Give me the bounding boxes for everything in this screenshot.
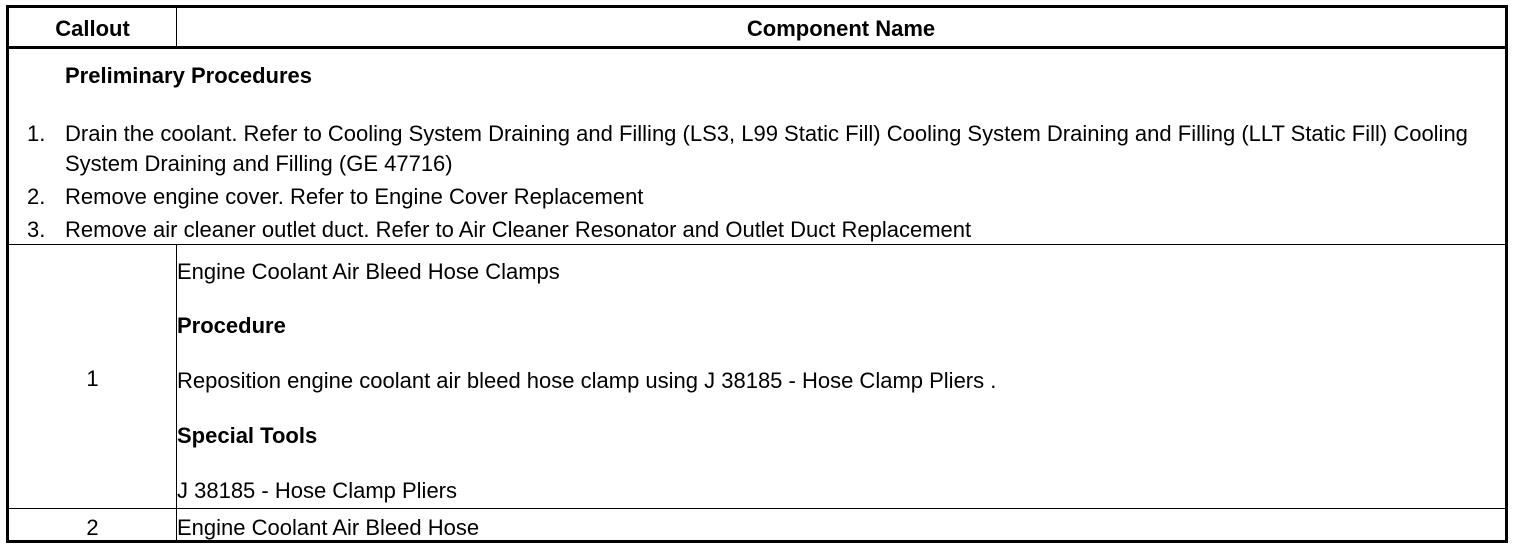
- step-text: Drain the coolant. Refer to Cooling System Draining and Filling (LS3, L99 Static Fill) Cooling System Draining and Filling (LLT Static Fill) Cooling System Draining and Filling (GE 47716): [65, 121, 1468, 176]
- row-1-callout: 1: [86, 366, 99, 391]
- preliminary-procedures-section: [9, 49, 1505, 244]
- preliminary-steps-list: [9, 119, 1475, 248]
- component-name: Engine Coolant Air Bleed Hose: [177, 515, 480, 540]
- procedure-heading: Procedure: [177, 313, 286, 338]
- step-text: Remove engine cover. Refer to Engine Cover Replacement: [65, 184, 644, 209]
- special-tools-text: J 38185 - Hose Clamp Pliers: [177, 478, 458, 503]
- component-name: Engine Coolant Air Bleed Hose Clamps: [177, 259, 560, 284]
- step-number: 2.: [27, 184, 46, 209]
- procedure-table: [6, 5, 1508, 543]
- row1-divider: [9, 508, 1505, 509]
- step-number: 3.: [27, 217, 46, 242]
- special-tools-heading: Special Tools: [177, 423, 318, 448]
- header-callout: Callout: [55, 16, 130, 41]
- step-text: Remove air cleaner outlet duct. Refer to Air Cleaner Resonator and Outlet Duct Replacement: [65, 217, 972, 242]
- procedure-text: Reposition engine coolant air bleed hose clamp using J 38185 - Hose Clamp Pliers .: [177, 368, 997, 393]
- row-2-callout: 2: [86, 515, 99, 540]
- header-component-name: Component Name: [746, 16, 936, 41]
- preliminary-step: [9, 182, 1475, 212]
- preliminary-procedures-title: Preliminary Procedures: [65, 63, 313, 88]
- preliminary-step: [9, 215, 1475, 245]
- step-number: 1.: [27, 121, 46, 146]
- preliminary-step: [9, 119, 1475, 179]
